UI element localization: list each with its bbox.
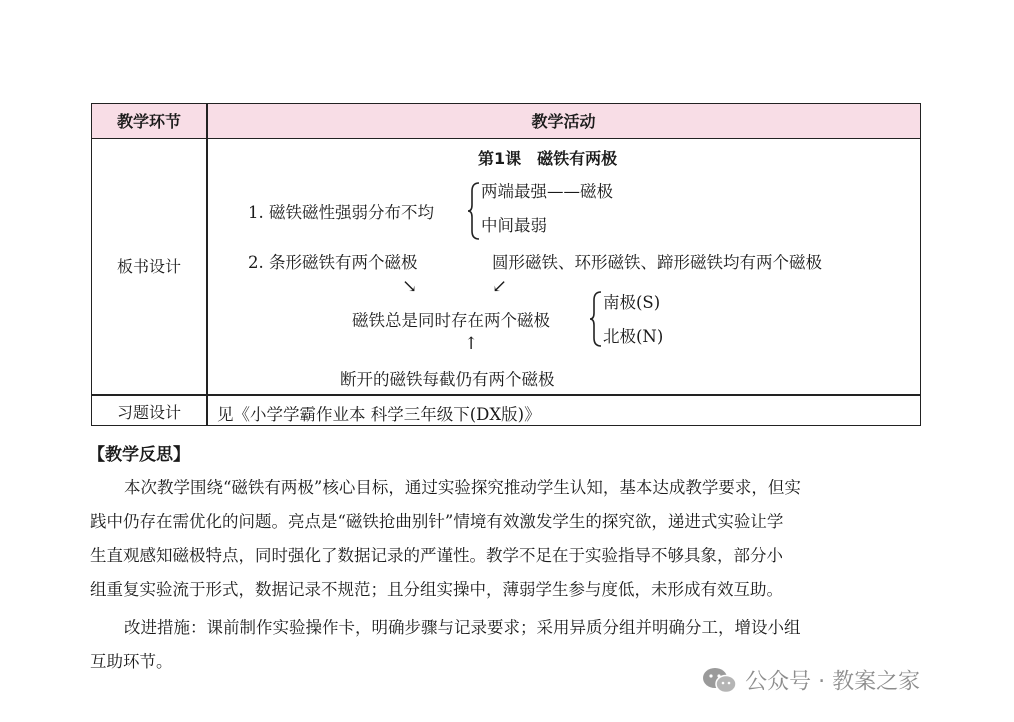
reflection-line: 改进措施：课前制作实验操作卡，明确步骤与记录要求；采用异质分组并明确分工，增设小组 [124,618,801,637]
lesson-table [91,103,921,426]
exercise-content: 见《小学学霸作业本 科学三年级下(DX版)》 [217,405,541,424]
item1-branch-strong: 两端最强——磁极 [481,182,613,201]
arrow-down-right-icon: ↘ [402,276,418,297]
board-title: 第1课 磁铁有两极 [478,149,618,168]
arrow-up-icon: ↑ [464,334,479,354]
reflection-line: 生直观感知磁极特点，同时强化了数据记录的严谨性。教学不足在于实验指导不够具象，部分小 [90,546,783,565]
item1-branch-weak: 中间最弱 [481,216,547,235]
bottom-statement: 断开的磁铁每截仍有两个磁极 [340,370,555,389]
row-divider [92,394,920,396]
column-divider [206,104,208,425]
reflection-line: 互助环节。 [90,652,173,671]
item1-lead: 1. 磁铁磁性强弱分布不均 [248,203,434,222]
reflection-line: 践中仍存在需优化的问题。亮点是“磁铁抢曲别针”情境有效激发学生的探究欲，递进式实验让学 [90,512,784,531]
item2-lead: 2. 条形磁铁有两个磁极 [248,253,418,272]
item2-other-magnets: 圆形磁铁、环形磁铁、蹄形磁铁均有两个磁极 [492,253,822,272]
arrow-down-left-icon: ↙ [492,276,508,297]
reflection-line: 组重复实验流于形式，数据记录不规范；且分组实操中，薄弱学生参与度低，未形成有效互助。 [90,580,783,599]
watermark [700,664,920,696]
header-cell-stage: 教学环节 [116,112,181,131]
row-label-exercise-text: 习题设计 [116,403,181,422]
wechat-icon [700,664,740,696]
brace-icon [589,290,603,348]
pole-south: 南极(S) [603,293,661,312]
reflection-line: 本次教学围绕“磁铁有两极”核心目标，通过实验探究推动学生认知，基本达成教学要求，但实 [124,478,801,497]
row-label-board-design: 板书设计 [116,257,181,276]
watermark-text: 公众号 · 教案之家 [745,669,921,695]
pole-north: 北极(N) [603,327,664,346]
header-cell-activity: 教学活动 [531,112,596,131]
center-statement: 磁铁总是同时存在两个磁极 [352,311,550,330]
reflection-heading: 【教学反思】 [88,445,190,465]
brace-icon [467,181,481,241]
